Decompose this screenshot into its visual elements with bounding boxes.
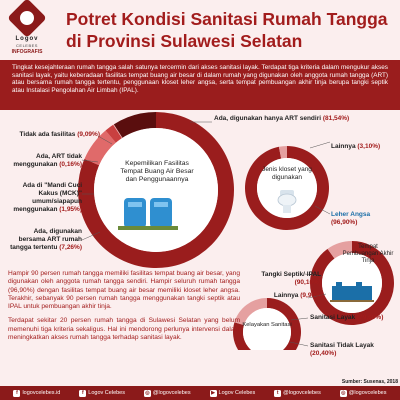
web-icon: f xyxy=(13,390,20,397)
facebook-icon: f xyxy=(79,390,86,397)
twitter-icon: t xyxy=(274,390,281,397)
footer-facebook[interactable]: f Logov Celebes xyxy=(79,390,125,397)
body-text xyxy=(8,270,240,348)
body-paragraph-1: Hampir 90 persen rumah tangga memiliki fasilitas tempat buang air besar, yang digunakan oleh anggota rumah tangga sendiri. Hampir seluruh rumah tangga (96,90%) dengan fasilitas tempat buang air besar memiliki kloset leher angsa. Terakhir, sebanyak 90 persen rumah tangga menggunakan tangki septik atau IPAL untuk pembuangan akhir tinja. xyxy=(8,270,240,311)
youtube-icon: ▶ xyxy=(211,389,215,396)
facility-label-shared: Ada, digunakan bersama ART rumah tangga tertentu (7,26%) xyxy=(10,228,82,251)
body-paragraph-2: Terdapat sekitar 20 persen rumah tangga di Sulawesi Selatan yang belum memenuhi tiga kriteria sekaligus. Hal ini mendorong perlunya intervensi dalam meningkatkan akses rumah tangga terhadap sanitasi layak. xyxy=(8,317,240,342)
kelayakan-center-label: Kelayakan Sanitasi xyxy=(242,322,292,328)
disposal-label-other: Lainnya (9,90%) xyxy=(273,292,323,299)
footer-twitter[interactable]: t @logovcelebes xyxy=(274,390,321,397)
closet-center-label: Jenis kloset yang digunakan xyxy=(262,166,312,181)
closet-label-other: Lainnya (3,10%) xyxy=(331,143,381,150)
footer-youtube[interactable]: ▶ Logov Celebes xyxy=(211,389,256,396)
facility-label-mck: Ada di "Mandi Cuci Kakus (MCK)" umum/siapapun menggunakan (1,95%) xyxy=(13,182,82,213)
logo xyxy=(4,4,50,55)
kelayakan-label-tidak-layak: Sanitasi Tidak Layak (20,40%) xyxy=(310,342,374,357)
facility-label-none: Tidak ada fasilitas (9,09%) xyxy=(19,131,100,138)
footer-tiktok[interactable]: ◎ @logovcelebes xyxy=(341,389,387,396)
intro-text: Tingkat kesejahteraan rumah tangga salah satunya tercermin dari akses sanitasi layak. Terdapat tiga kriteria dalam mengukur akses sanitasi layak, yaitu keberadaan fasilitas tempat buang air besar di dalam rumah yang digunakan oleh anggota rumah tangga (ART) atau bersama rumah tangga tertentu, penggunaan kloset leher angsa, serta tempat pembuangan akhir tinja berupa tangki septik atau Instalasi Pengolahan Air Limbah (IPAL). xyxy=(0,60,400,110)
logo-sub: CELEBES xyxy=(16,43,38,48)
footer-instagram[interactable]: ◎ @logovcelebes xyxy=(145,389,191,396)
footer xyxy=(0,386,400,400)
facility-center-label: Kepemilikan Fasilitas Tempat Buang Air Besar dan Penggunaannya xyxy=(120,160,194,183)
logo-tag: INFOGRAFIS xyxy=(11,49,43,55)
footer-website[interactable]: f logovcelebes.id xyxy=(13,390,60,397)
source-note: Sumber: Susenas, 2018 xyxy=(341,379,398,385)
header xyxy=(0,0,400,60)
page-title: Potret Kondisi Sanitasi Rumah Tangga di Provinsi Sulawesi Selatan xyxy=(66,9,388,51)
logo-name: Logov xyxy=(15,36,39,42)
closet-label-leher-angsa: Leher Angsa (96,90%) xyxy=(331,211,371,226)
disposal-label-septic: Tangki Septik/ IPAL (90,10%) xyxy=(261,271,321,286)
tiktok-icon: ◎ xyxy=(341,389,346,396)
facility-label-own: Ada, digunakan hanya ART sendiri (81,54%) xyxy=(214,115,350,122)
kelayakan-label-layak: Sanitasi Layak (79,60%) xyxy=(310,314,384,321)
facility-center-circle xyxy=(94,128,218,252)
disposal-center-label: Tempat Pembuangan Akhir Tinja xyxy=(342,244,394,264)
facility-label-unused: Ada, ART tidak menggunakan (0,16%) xyxy=(13,153,82,168)
instagram-icon: ◎ xyxy=(145,389,150,396)
logo-mark-icon xyxy=(7,0,47,38)
